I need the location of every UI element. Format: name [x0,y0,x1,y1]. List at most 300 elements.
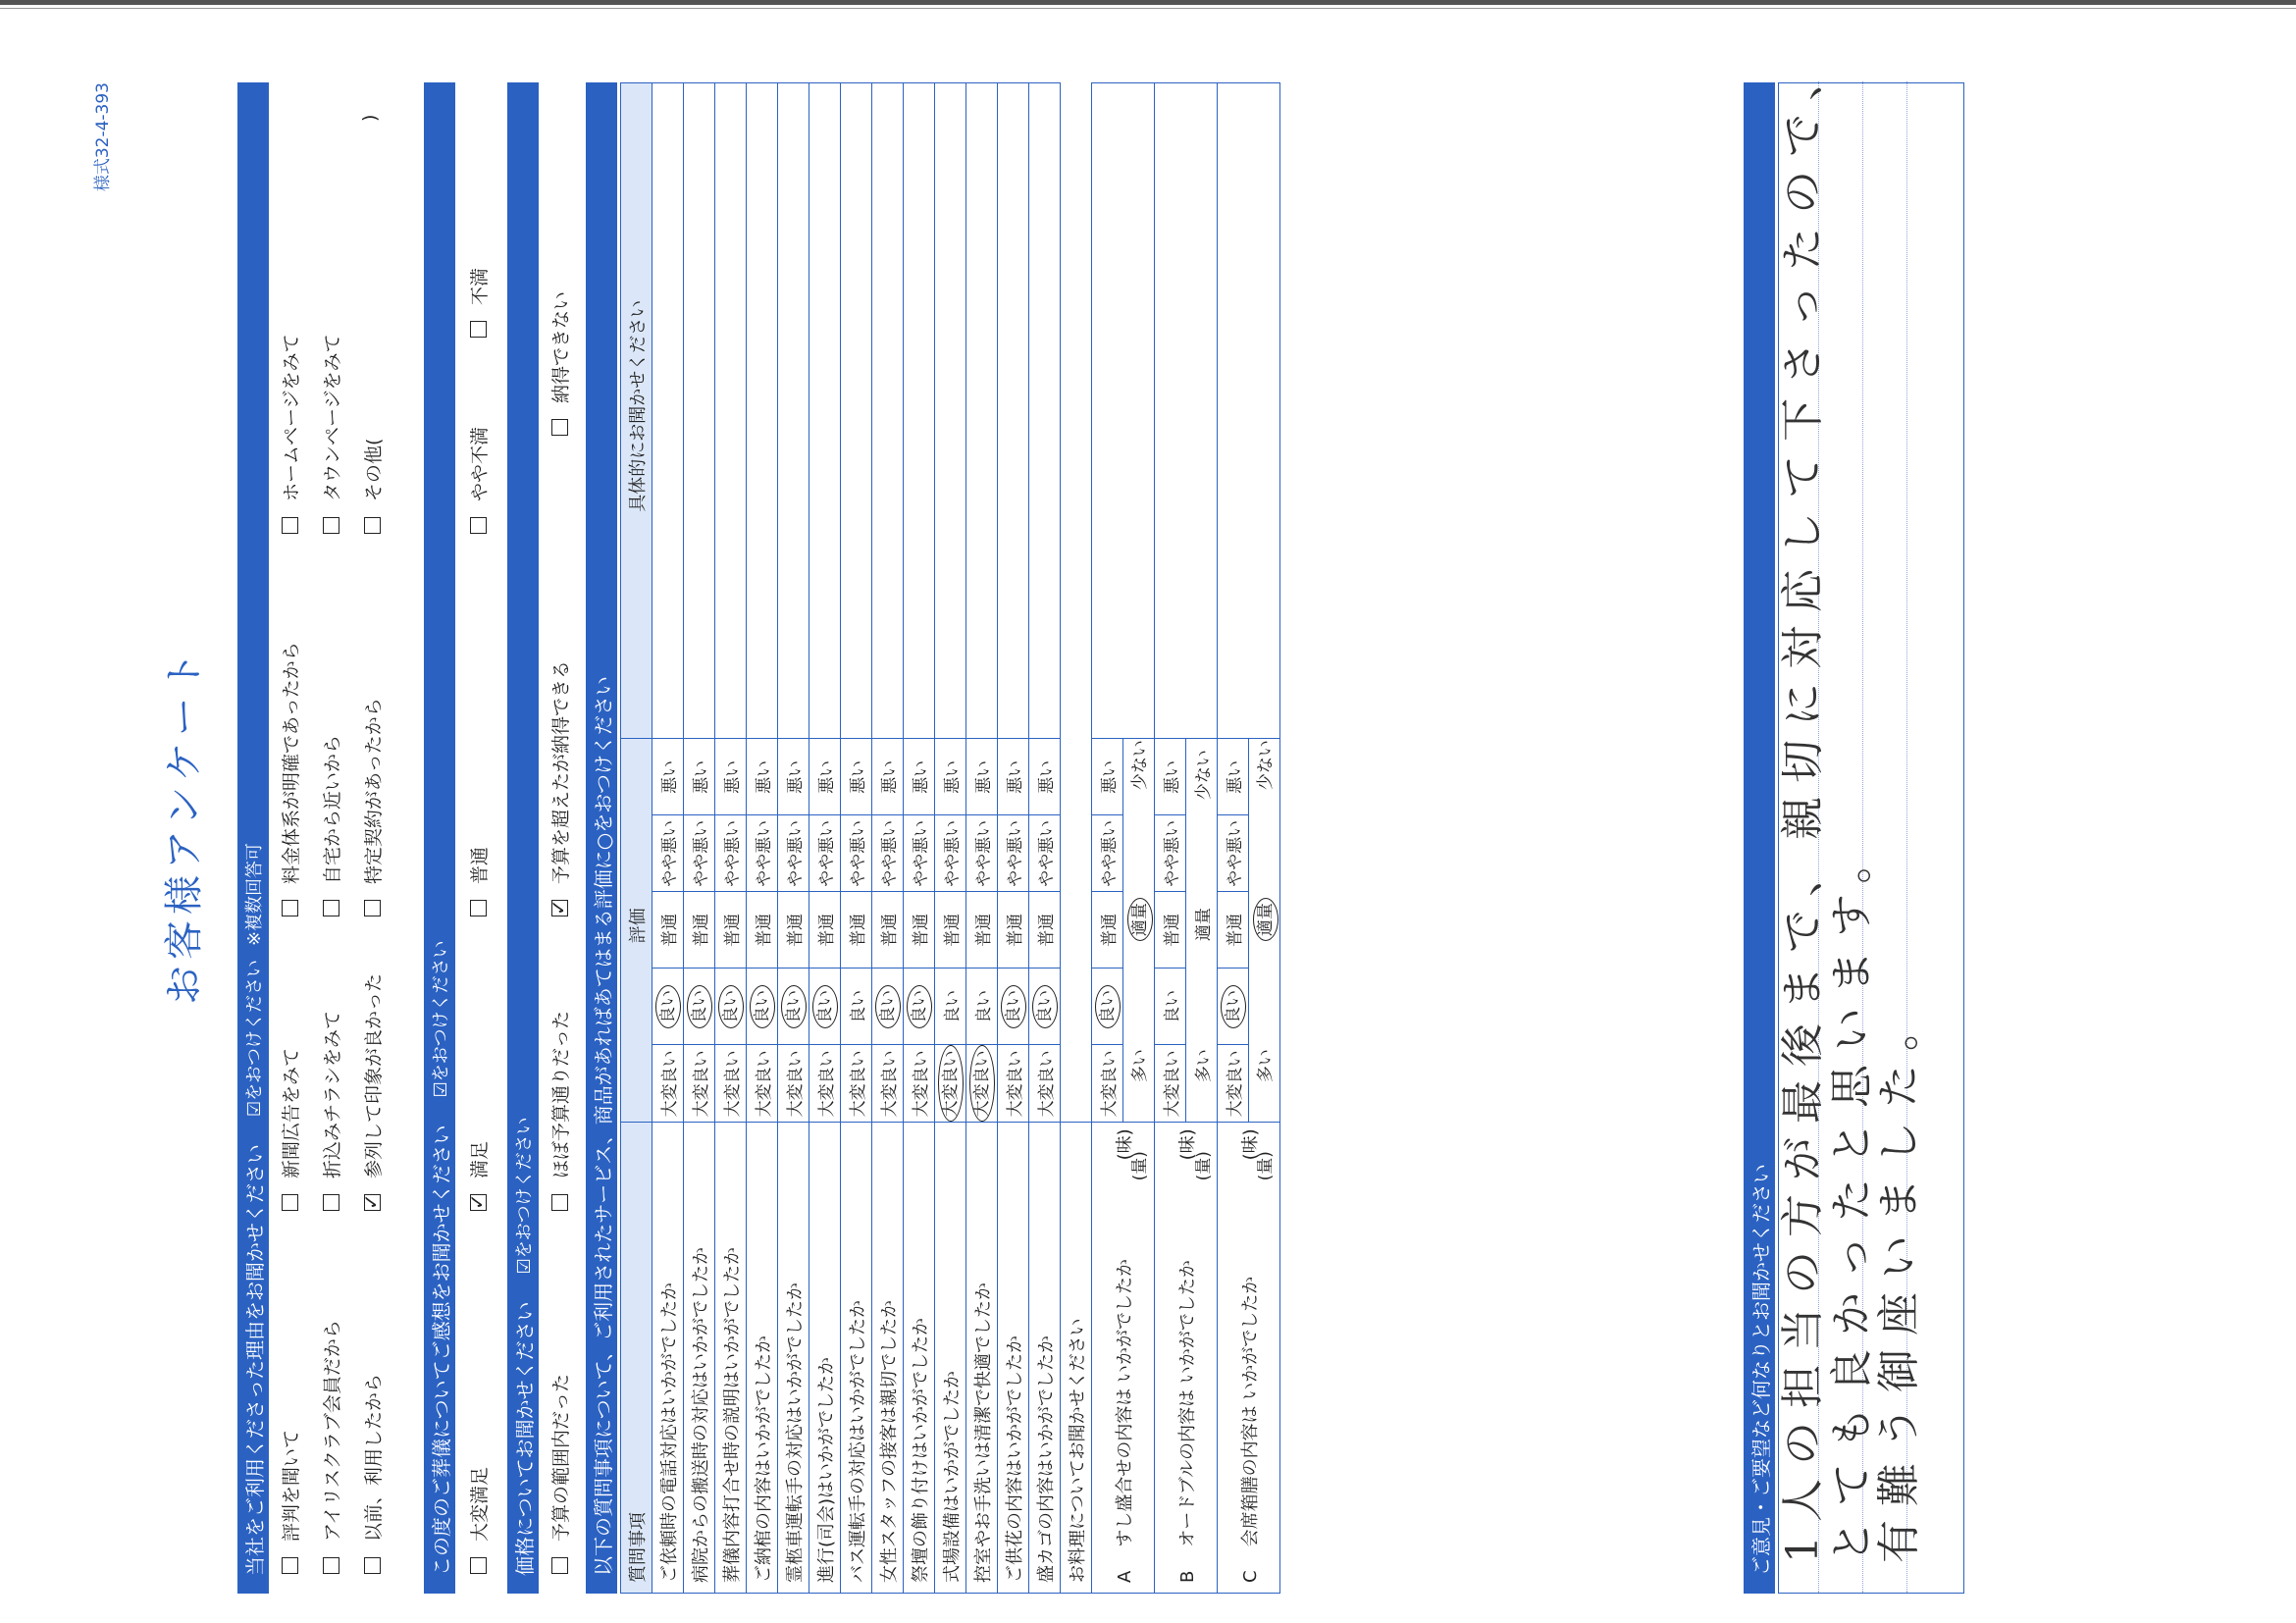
checkbox[interactable] [364,900,381,916]
question-label: 進行(司会)はいかがでしたか [809,1123,841,1594]
rating-cell[interactable] [904,969,935,1045]
rating-cell[interactable] [809,1045,841,1123]
taste-cell[interactable] [1155,1045,1186,1123]
qty-option: 多い [1194,1049,1214,1083]
rating-circled: 良い [907,985,932,1028]
section2-note: ☑をおつけください [431,940,451,1098]
taste-option: 大変良い [1226,1050,1245,1118]
rating-option: 大変良い [880,1050,900,1118]
food-item [1218,1123,1280,1594]
taste-cell[interactable] [1155,969,1186,1045]
reason-option[interactable] [359,439,386,534]
option-label: 満足 [469,1140,491,1178]
taste-option: やや悪い [1163,819,1182,887]
rating-option: 普通 [912,913,931,947]
rating-cell[interactable] [778,892,809,969]
rating-cell[interactable] [715,815,747,892]
scan-edge-line [0,8,2296,9]
reason-option[interactable] [277,1430,303,1574]
qty-tag: (量) [1129,1151,1150,1181]
section4-header: 以下の質問事項について、ご利用されたサービス、商品があればあてはまる評価に○をおつけください [591,675,615,1576]
rating-option: 悪い [943,759,963,794]
rating-option: 普通 [660,913,680,947]
rating-cell[interactable] [935,739,966,815]
rating-cell[interactable] [998,969,1029,1045]
rating-cell[interactable] [966,892,998,969]
checkbox[interactable] [551,900,568,916]
taste-cell[interactable] [1218,739,1249,815]
table-row [778,83,809,1594]
rating-cell[interactable] [684,1045,715,1123]
option-label: ほぼ予算通りだった [550,1010,572,1178]
table-row [684,83,715,1594]
qty-tag: (量) [1194,1151,1214,1181]
section1-note-multiple: ※複数回答可 [244,842,265,947]
food-letter: B [1176,1570,1198,1583]
rating-cell[interactable] [935,969,966,1045]
reason-option[interactable] [277,642,303,916]
question-label: 葬儀内容打合せ時の説明はいかがでしたか [715,1123,747,1594]
rating-option: 普通 [1006,913,1025,947]
rating-option: やや悪い [692,819,711,887]
reason-option[interactable] [318,735,344,916]
rating-cell[interactable] [872,739,904,815]
rating-circled: 良い [1032,985,1058,1028]
rating-cell[interactable] [715,739,747,815]
food-letter: A [1114,1570,1135,1583]
section3-note: ☑をおつけください [514,1117,535,1275]
rating-cell[interactable] [1029,892,1061,969]
taste-circled: 良い [1221,985,1246,1028]
rating-option: 普通 [880,913,900,947]
option-label: その他( [363,438,385,501]
reason-option[interactable] [318,1011,344,1211]
taste-option: やや悪い [1226,819,1245,887]
checkbox[interactable] [282,1557,298,1574]
question-label: 式場設備はいかがでしたか [935,1123,966,1594]
checkbox[interactable] [470,321,487,338]
rating-option: やや悪い [786,819,806,887]
taste-option: 悪い [1163,759,1182,794]
question-table [620,82,1280,1594]
rating-cell[interactable] [684,892,715,969]
rating-option: 普通 [817,913,837,947]
rating-cell[interactable] [809,815,841,892]
checkbox[interactable] [282,900,298,916]
section1-options [277,82,404,1594]
option-label: 普通 [469,846,491,884]
checkbox[interactable] [364,1557,381,1574]
rating-cell[interactable] [778,969,809,1045]
table-row [998,83,1029,1594]
rating-cell[interactable] [966,815,998,892]
rating-cell[interactable] [652,739,684,815]
section2-options [465,82,504,1594]
rating-cell[interactable] [935,815,966,892]
taste-tag: (味) [1176,1128,1198,1161]
rating-circled: 良い [875,985,901,1028]
detail-cell[interactable] [904,83,935,739]
option-label: タウンページをみて [322,334,343,501]
qty-option: 少ない [1255,740,1276,791]
checkbox[interactable] [551,1557,568,1574]
rating-cell[interactable] [652,969,684,1045]
food-detail-cell[interactable] [1092,83,1155,739]
taste-cell[interactable] [1092,969,1123,1045]
qty-cell[interactable] [1123,739,1155,1181]
taste-cell[interactable] [1155,892,1186,969]
rating-cell[interactable] [778,1045,809,1123]
handwritten-line-2: とても良かったと思います。 [1827,826,1877,1563]
rating-cell[interactable] [809,892,841,969]
rating-cell[interactable] [652,815,684,892]
taste-option: 普通 [1163,913,1182,947]
option-label: 予算の範囲内だった [550,1373,572,1542]
detail-cell[interactable] [935,83,966,739]
rating-cell[interactable] [1029,1045,1061,1123]
reason-option[interactable] [359,698,386,916]
option-label: 自宅から近いから [322,734,343,884]
food-header: お料理についてお聞かせください [1061,1123,1092,1594]
question-label: ご供花の内容はいかがでしたか [998,1123,1029,1594]
food-letter: C [1239,1570,1261,1583]
detail-cell[interactable] [1029,83,1061,739]
checkbox[interactable] [470,517,487,534]
taste-option: 普通 [1100,913,1120,947]
option-label: 納得できない [550,290,572,403]
rating-option: 大変良い [849,1050,868,1118]
rating-option: 悪い [1006,759,1025,794]
rating-option: 普通 [786,913,806,947]
question-label: ご納棺の内容はいかがでしたか [747,1123,778,1594]
rating-circled: 良い [655,985,681,1028]
rating-cell[interactable] [998,815,1029,892]
rating-cell[interactable] [935,1045,966,1123]
rating-cell[interactable] [747,1045,778,1123]
food-taste-row [1218,83,1249,1594]
option-label: アイリスクラブ会員だから [322,1320,343,1542]
food-header-blank [1061,83,1092,1123]
rating-option: やや悪い [723,819,743,887]
rating-cell[interactable] [904,739,935,815]
rating-cell[interactable] [872,969,904,1045]
rating-option: 大変良い [1006,1050,1025,1118]
impression-option[interactable] [465,1467,492,1574]
qty-option: 少ない [1194,750,1214,801]
rating-option: 普通 [723,913,743,947]
taste-cell[interactable] [1218,1045,1249,1123]
question-label: 盛カゴの内容はいかがでしたか [1029,1123,1061,1594]
option-label: 評判を聞いて [281,1429,302,1542]
rating-cell[interactable] [1029,739,1061,815]
checkbox[interactable] [323,517,339,534]
rating-cell[interactable] [841,739,872,815]
question-label: 病院からの搬送時の対応はいかがでしたか [684,1123,715,1594]
rating-cell[interactable] [715,1045,747,1123]
question-label: ご依頼時の電話対応はいかがでしたか [652,1123,684,1594]
detail-cell[interactable] [684,83,715,739]
reason-option[interactable] [318,334,344,534]
qty-cell[interactable] [1249,739,1280,1181]
price-option[interactable] [547,291,573,436]
table-row [872,83,904,1594]
rating-option: やや悪い [912,819,931,887]
price-option[interactable] [547,1011,573,1211]
option-label: 大変満足 [469,1466,491,1542]
impression-option[interactable] [465,268,492,338]
rating-option: 悪い [912,759,931,794]
detail-cell[interactable] [966,83,998,739]
section2-header-bar [424,82,455,1594]
detail-cell[interactable] [778,83,809,739]
option-label: 参列して印象が良かった [363,972,385,1178]
other-close-paren: ) [359,114,381,122]
rating-cell[interactable] [904,815,935,892]
rating-option: やや悪い [943,819,963,887]
header-question: 質問事項 [621,1123,652,1594]
section2-header: この度のご葬儀についてご感想をお聞かせください [429,1125,453,1576]
question-label: バス運転手の対応はいかがでしたか [841,1123,872,1594]
rating-option: やや悪い [660,819,680,887]
rating-option: やや悪い [817,819,837,887]
rating-option: 普通 [755,913,774,947]
rating-option: 普通 [943,913,963,947]
rating-cell[interactable] [841,815,872,892]
table-row [747,83,778,1594]
taste-cell[interactable] [1092,1045,1123,1123]
checkbox[interactable] [470,1194,487,1211]
rating-option: やや悪い [974,819,994,887]
qty-circled: 適量 [1127,898,1153,941]
rating-cell[interactable] [904,1045,935,1123]
rating-option: 悪い [755,759,774,794]
impression-option[interactable] [465,427,492,534]
taste-cell[interactable] [1218,815,1249,892]
checkbox[interactable] [323,900,339,916]
rating-cell[interactable] [684,969,715,1045]
rating-cell[interactable] [684,739,715,815]
detail-cell[interactable] [747,83,778,739]
price-option[interactable] [547,660,573,916]
rating-cell[interactable] [841,969,872,1045]
rating-option: 大変良い [912,1050,931,1118]
taste-option: 普通 [1226,913,1245,947]
question-label: 女性スタッフの接客は親切でしたか [872,1123,904,1594]
checkbox[interactable] [323,1194,339,1211]
question-label: 控室やお手洗いは清潔で快適でしたか [966,1123,998,1594]
rating-cell[interactable] [652,892,684,969]
food-detail-cell[interactable] [1155,83,1218,739]
form-title: お客様アンケート [162,646,207,1005]
section1-header: 当社をご利用くださった理由をお聞かせください [242,1144,267,1576]
title-row [93,82,218,1594]
checkbox[interactable] [323,1557,339,1574]
qty-cell[interactable] [1186,739,1218,1181]
rating-circled: 良い [1001,985,1026,1028]
taste-option: 大変良い [1163,1050,1182,1118]
question-label: 霊柩車運転手の対応はいかがでしたか [778,1123,809,1594]
rating-cell[interactable] [966,969,998,1045]
rating-cell[interactable] [966,739,998,815]
impression-option[interactable] [465,847,492,916]
checkbox[interactable] [364,1194,381,1211]
rating-cell[interactable] [652,1045,684,1123]
section4-header-bar [586,82,617,1594]
checkbox[interactable] [551,419,568,436]
detail-cell[interactable] [841,83,872,739]
section3-header-bar [507,82,539,1594]
rating-option: 普通 [974,913,994,947]
rating-cell[interactable] [684,815,715,892]
rating-cell[interactable] [935,892,966,969]
rating-circled: 良い [781,985,807,1028]
rating-cell[interactable] [1029,969,1061,1045]
detail-cell[interactable] [652,83,684,739]
section5-header: ご意見・ご要望など何なりとお聞かせください [1748,1164,1773,1576]
rating-cell[interactable] [998,892,1029,969]
option-label: 折込みチラシをみて [322,1010,343,1178]
rating-cell[interactable] [778,815,809,892]
rating-option: やや悪い [1006,819,1025,887]
taste-cell[interactable] [1155,739,1186,815]
reason-option[interactable] [277,1048,303,1211]
rating-option: 普通 [849,913,868,947]
rating-option: やや悪い [849,819,868,887]
table-row [715,83,747,1594]
food-label: オードブルの内容は いかがでしたか [1176,1260,1198,1547]
detail-cell[interactable] [715,83,747,739]
taste-cell[interactable] [1092,892,1123,969]
rating-circled: 良い [687,985,712,1028]
rating-cell[interactable] [872,815,904,892]
rating-option: 悪い [849,759,868,794]
detail-cell[interactable] [998,83,1029,739]
comment-box [1778,43,1964,1594]
taste-option: 大変良い [1100,1050,1120,1118]
rating-option: 悪い [723,759,743,794]
rating-option: やや悪い [1037,819,1057,887]
rating-circled: 大変良い [969,1045,995,1122]
reason-option[interactable] [318,1320,344,1574]
rating-option: 悪い [786,759,806,794]
rating-option: 普通 [1037,913,1057,947]
taste-tag: (味) [1114,1128,1135,1161]
checkbox[interactable] [282,1194,298,1211]
table-header-row [621,83,652,1594]
rating-cell[interactable] [747,969,778,1045]
reason-option[interactable] [359,973,386,1211]
rating-cell[interactable] [904,892,935,969]
option-label: 予算を超えたが納得できる [550,659,572,884]
checkbox[interactable] [470,1557,487,1574]
table-row [652,83,684,1594]
rating-option: 普通 [692,913,711,947]
rating-cell[interactable] [966,1045,998,1123]
taste-cell[interactable] [1218,892,1249,969]
checkbox[interactable] [364,517,381,534]
rating-cell[interactable] [747,815,778,892]
rating-cell[interactable] [809,739,841,815]
food-label: 会席箱膳の内容は いかがでしたか [1239,1276,1261,1547]
taste-cell[interactable] [1092,815,1123,892]
detail-cell[interactable] [872,83,904,739]
reason-option[interactable] [359,1374,386,1574]
rating-option: 悪い [692,759,711,794]
rating-circled: 良い [750,985,775,1028]
rating-cell[interactable] [872,1045,904,1123]
table-row [935,83,966,1594]
form-number: 様式32-4-393 [93,82,113,192]
taste-cell[interactable] [1218,969,1249,1045]
rating-option: 悪い [660,759,680,794]
rating-cell[interactable] [841,892,872,969]
rating-cell[interactable] [998,739,1029,815]
rating-option: 悪い [1037,759,1057,794]
food-item [1092,1123,1155,1594]
survey-form [93,43,2004,1594]
question-label: 祭壇の飾り付けはいかがでしたか [904,1123,935,1594]
detail-cell[interactable] [809,83,841,739]
option-label: 特定契約があったから [363,698,385,884]
rating-cell[interactable] [778,739,809,815]
taste-cell[interactable] [1155,815,1186,892]
rating-option: 大変良い [817,1050,837,1118]
table-row [809,83,841,1594]
option-label: 不満 [469,267,491,305]
checkbox[interactable] [470,900,487,916]
rating-cell[interactable] [841,1045,872,1123]
rating-cell[interactable] [715,892,747,969]
option-label: 新聞広告をみて [281,1047,302,1178]
table-row [904,83,935,1594]
rating-option: 良い [974,989,994,1023]
scan-edge [0,0,2296,5]
rating-cell[interactable] [1029,815,1061,892]
checkbox[interactable] [551,1194,568,1211]
option-label: 料金体系が明確であったから [281,642,302,884]
taste-option: 良い [1163,989,1182,1023]
option-label: やや不満 [469,426,491,501]
rating-option: 大変良い [786,1050,806,1118]
qty-option: 多い [1129,1049,1150,1083]
option-label: ホームページをみて [281,334,302,501]
rating-option: 悪い [817,759,837,794]
food-detail-cell[interactable] [1218,83,1280,739]
impression-option[interactable] [465,1141,492,1211]
handwritten-line-3: 有難う御座いました。 [1874,994,1924,1563]
rating-cell[interactable] [998,1045,1029,1123]
taste-cell[interactable] [1092,739,1123,815]
taste-option: 悪い [1226,759,1245,794]
checkbox[interactable] [282,517,298,534]
rating-option: 良い [943,989,963,1023]
option-label: 以前、利用したから [363,1373,385,1542]
reason-option[interactable] [277,334,303,534]
section1-header-bar [237,82,269,1594]
rating-circled: 良い [812,985,838,1028]
food-taste-row [1155,83,1186,1594]
food-header-row [1061,83,1092,1594]
table-row [966,83,998,1594]
rating-cell[interactable] [872,892,904,969]
price-option[interactable] [547,1374,573,1574]
rating-cell[interactable] [747,739,778,815]
taste-circled: 良い [1095,985,1121,1028]
rating-cell[interactable] [809,969,841,1045]
rating-option: 大変良い [660,1050,680,1118]
rating-cell[interactable] [715,969,747,1045]
rating-cell[interactable] [747,892,778,969]
